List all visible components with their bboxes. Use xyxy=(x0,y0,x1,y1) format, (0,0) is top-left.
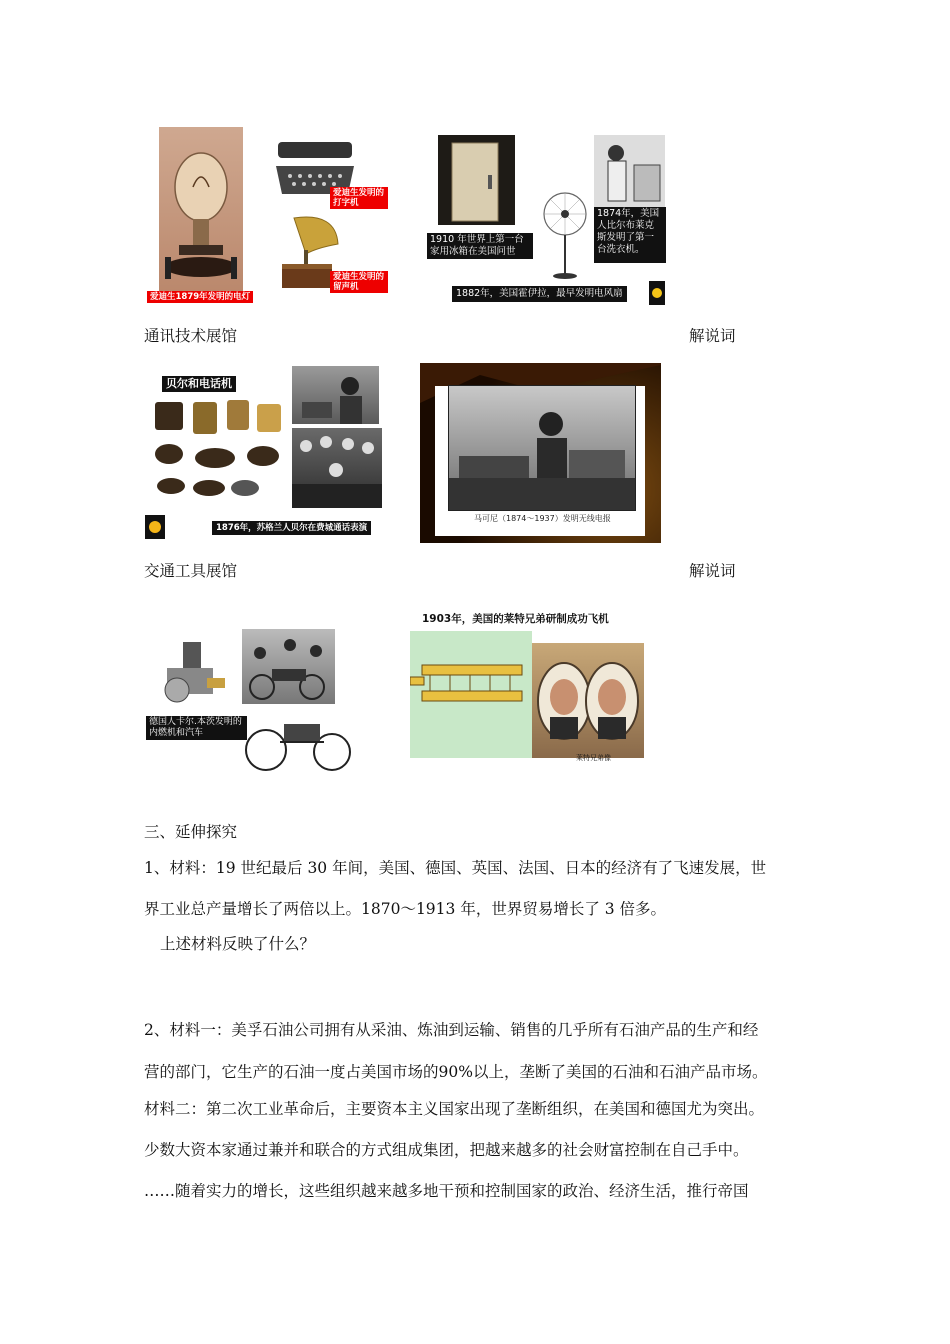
typewriter-caption-text: 爱迪生发明的打字机 xyxy=(333,188,385,208)
benz-car-photo xyxy=(244,706,352,776)
q2-line-1: 2、材料一：美孚石油公司拥有从采油、炼油到运输、销售的几乎所有石油产品的生产和经 xyxy=(144,1021,759,1039)
phonograph-caption xyxy=(330,271,388,293)
electric-fan-photo xyxy=(540,190,590,282)
bulb-icon-2 xyxy=(145,515,165,539)
bell-title: 贝尔和电话机 xyxy=(162,376,236,392)
refrigerator-photo xyxy=(438,135,515,225)
typewriter-caption xyxy=(330,187,388,209)
marconi-caption: 马可尼（1874～1937）发明无线电报 xyxy=(474,514,611,523)
transport-section-label: 交通工具展馆 xyxy=(144,562,238,580)
q2-line-5: ……随着实力的增长，这些组织越来越多地干预和控制国家的政治、经济生活，推行帝国 xyxy=(144,1182,749,1200)
q1-line-1: 1、材料：19 世纪最后 30 年间，美国、德国、英国、法国、日本的经济有了飞速发展，世 xyxy=(144,859,767,877)
light-bulb-caption: 爱迪生1879年发明的电灯 xyxy=(147,291,253,303)
phonograph-caption-text: 爱迪生发明的留声机 xyxy=(333,272,385,292)
washing-machine-caption-text: 1874年，美国人比尔布莱克斯发明了第一台洗衣机。 xyxy=(597,208,660,255)
telephones-collage xyxy=(145,372,290,510)
washing-machine-photo xyxy=(594,135,665,207)
light-bulb-photo xyxy=(159,127,243,303)
electric-fan-caption: 1882年，美国霍伊拉，最早发明电风扇 xyxy=(452,286,627,302)
wright-title: 1903年，美国的莱特兄弟研制成功飞机 xyxy=(422,613,609,625)
benz-crowd-photo xyxy=(242,629,335,704)
engine-photo xyxy=(155,638,230,708)
q1-line-2: 界工业总产量增长了两倍以上。1870～1913 年，世界贸易增长了 3 倍多。 xyxy=(144,900,667,918)
washing-machine-caption xyxy=(594,207,666,263)
bulb-icon xyxy=(649,281,665,305)
telecom-section-label: 通讯技术展馆 xyxy=(144,327,238,345)
wright-brothers-portrait xyxy=(532,643,644,758)
bell-portrait-photo xyxy=(292,366,379,424)
bell-caption: 1876年，苏格兰人贝尔在费城通话表演 xyxy=(212,521,371,535)
q2-line-3: 材料二：第二次工业革命后，主要资本主义国家出现了垄断组织，在美国和德国尤为突出。 xyxy=(144,1100,765,1118)
wright-caption: 莱特兄弟像 xyxy=(576,754,611,762)
benz-caption-text: 德国人卡尔.本茨发明的内燃机和汽车 xyxy=(149,717,242,738)
extension-section-title: 三、延伸探究 xyxy=(144,823,238,841)
refrigerator-caption-text: 1910 年世界上第一台家用冰箱在美国问世 xyxy=(430,234,524,257)
telecom-commentary-label: 解说词 xyxy=(689,327,736,345)
q2-line-4: 少数大资本家通过兼并和联合的方式组成集团，把越来越多的社会财富控制在自己手中。 xyxy=(144,1141,749,1159)
q2-line-2: 营的部门，它生产的石油一度占美国市场的90%以上，垄断了美国的石油和石油产品市场。 xyxy=(144,1063,768,1081)
bell-demonstration-photo xyxy=(292,428,382,508)
benz-caption xyxy=(146,716,247,740)
refrigerator-caption xyxy=(427,233,533,259)
wright-plane-photo xyxy=(410,631,532,758)
q1-question: 上述材料反映了什么？ xyxy=(160,935,316,953)
transport-commentary-label: 解说词 xyxy=(689,562,736,580)
